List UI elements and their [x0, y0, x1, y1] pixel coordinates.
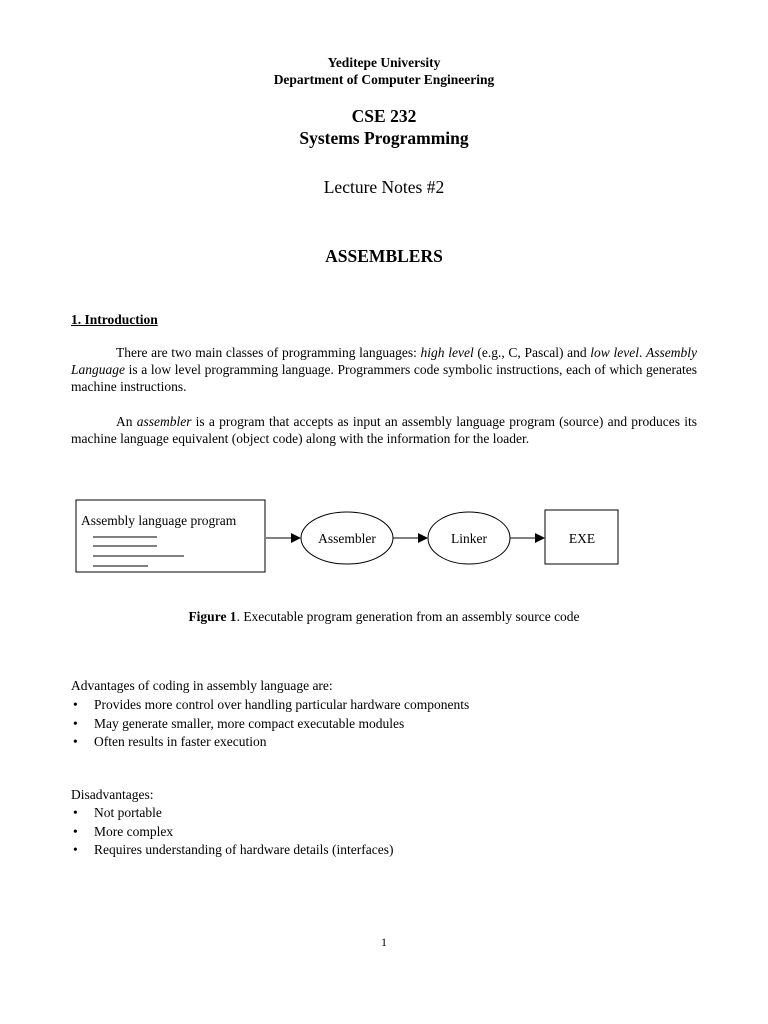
exe-label: EXE	[568, 531, 596, 546]
p2-text-2: is a program that accepts as input an assembly language program (source) and produces its machine language equivalent (object code) along with the information for the loader.	[71, 414, 698, 446]
bullet-icon: •	[73, 823, 78, 839]
source-program-box	[76, 500, 265, 572]
p1-emph-high-level: high level	[420, 345, 474, 360]
linker-label: Linker	[451, 531, 487, 546]
department-name: Department of Computer Engineering	[273, 72, 495, 87]
figure-caption-text: . Executable program generation from an assembly source code	[236, 609, 580, 624]
course-code: CSE 232	[351, 106, 417, 126]
bullet-icon: •	[73, 805, 78, 820]
assembler-label: Assembler	[318, 531, 376, 546]
p1-text-4: is a low level programming language. Programmers code symbolic instructions, each of which generates machine instructions.	[71, 362, 697, 394]
university-name: Yeditepe University	[327, 55, 441, 70]
section-heading-introduction: 1. Introduction	[71, 312, 158, 327]
p1-emph-low-level: low level	[590, 345, 639, 360]
p1-text-2: (e.g., C, Pascal) and	[473, 345, 591, 360]
list-item-text: May generate smaller, more compact executable modules	[94, 715, 405, 731]
p2-text-1: An	[116, 414, 137, 429]
assembly-flow-diagram	[0, 490, 768, 590]
list-item-text: Provides more control over handling particular hardware components	[94, 697, 470, 712]
list-item-text: More complex	[94, 823, 174, 839]
topic-title: ASSEMBLERS	[325, 246, 443, 266]
list-item	[71, 696, 469, 715]
p1-emph-assembly-language: Assembly Language	[71, 345, 698, 377]
advantages-list	[71, 696, 469, 752]
disadvantages-list	[71, 804, 394, 860]
lecture-title: Lecture Notes #2	[323, 177, 445, 197]
list-item	[71, 715, 469, 734]
disadvantages-intro: Disadvantages:	[71, 787, 154, 802]
list-item	[71, 733, 469, 752]
assembler-node	[301, 512, 393, 564]
exe-box	[545, 510, 618, 564]
list-item	[71, 841, 394, 860]
p2-emph-assembler: assembler	[136, 414, 192, 429]
course-name: Systems Programming	[299, 128, 469, 148]
p1-text-3: .	[638, 345, 647, 360]
figure-caption-label: Figure 1	[188, 609, 237, 624]
list-item	[71, 804, 394, 823]
list-item	[71, 823, 394, 842]
bullet-icon: •	[73, 697, 78, 712]
list-item-text: Requires understanding of hardware details (interfaces)	[94, 842, 394, 858]
list-item-text: Often results in faster execution	[94, 734, 267, 750]
p1-text-1: There are two main classes of programming languages:	[116, 345, 421, 360]
page-number: 1	[381, 935, 387, 949]
bullet-icon: •	[73, 842, 78, 858]
intro-paragraph-1	[71, 344, 697, 395]
figure-caption	[0, 609, 768, 625]
list-item-text: Not portable	[94, 805, 162, 820]
advantages-intro: Advantages of coding in assembly language are:	[71, 678, 333, 693]
bullet-icon: •	[73, 734, 78, 750]
intro-paragraph-2	[71, 413, 697, 447]
source-program-label: Assembly language program	[81, 513, 237, 528]
linker-node	[428, 512, 510, 564]
bullet-icon: •	[73, 715, 78, 731]
